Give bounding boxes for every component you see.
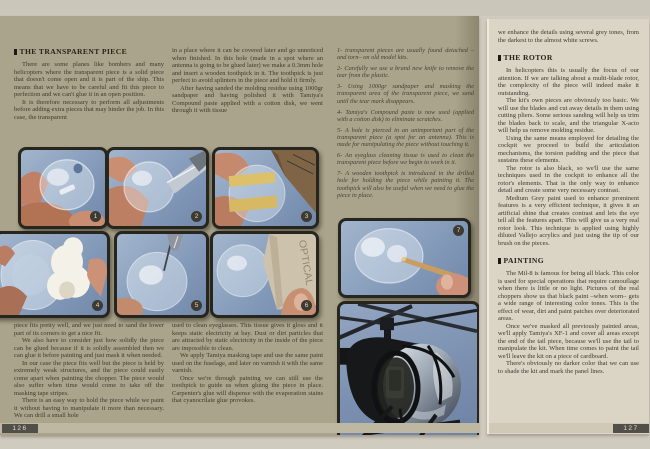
left-footer-bar <box>0 423 479 433</box>
paragraph: We apply Tamiya masking tape and use the same paint used on the fuselage, and later on varnish it with the same varnish. <box>172 352 323 374</box>
photo-step-3 <box>212 147 319 229</box>
photo-number-badge: 5 <box>191 300 202 311</box>
section-title: PAINTING <box>503 256 545 265</box>
left-page <box>0 16 479 435</box>
section-heading-rotor <box>498 53 639 62</box>
right-page <box>487 19 649 434</box>
photo-number-badge: 2 <box>191 211 202 222</box>
photo-caption: 3- Using 1000gr sandpaper and masking the transparent area of the transparent piece, we sand until the tear mark disappears. <box>337 83 474 105</box>
page-number-right: 127 <box>613 424 649 433</box>
paragraph: In helicopters this is usually the focus of our attention. If we are talking about a multi-blade rotor, the complexity of the piece will indeed make it outstanding. <box>498 67 639 97</box>
section-title: THE ROTOR <box>503 53 553 62</box>
photo-caption: 1- transparent pieces are usually found detached –and torn– on old model kits. <box>337 47 474 62</box>
paragraph: piece fits pretty well, and we just need to sand the lower part of its corners to get a nice fit. <box>14 322 164 337</box>
photo-step-1-image <box>21 150 105 226</box>
paragraph: In our case the piece fits well but the piece is held by extremely weak structures, and the piece could easily come apart when painting the chopper. The piece would also suffer when time would come to take off the masking tape stripes. <box>14 359 164 397</box>
left-bottom-column-2 <box>172 322 323 405</box>
photo-number-badge: 4 <box>92 300 103 311</box>
photo-caption: 4- Tamiya's Compound paste is now used (applied with a cotton disk) to eliminate scratches. <box>337 108 474 123</box>
paragraph: We also have to consider just how solidly the piece can be glued because if it is solidly assembled then we can glue it before painting and just mask it when needed. <box>14 337 164 359</box>
photo-step-5-image <box>117 234 206 315</box>
paragraph: The rotor is also black, so we'll use the same techniques used in the cockpit to enhance all the rotor's elements. That is the only way to enhance detail and create some very necessary contrast. <box>498 164 639 194</box>
left-column-1 <box>14 47 164 121</box>
photo-step-6 <box>210 231 319 318</box>
section-heading-transparent-piece <box>14 47 164 56</box>
photo-step-4 <box>0 231 110 318</box>
black-helicopter-model-illustration <box>340 304 477 435</box>
paragraph: used to clean eyeglasses. This tissue gives it gloss and it keeps static electricity at bay. Dust or dirt particles that are attracted by static electricity in the inside of the piece are impossible to clean. <box>172 322 323 352</box>
section-title: THE TRANSPARENT PIECE <box>19 47 128 56</box>
photo-step-7 <box>338 218 471 298</box>
photo-caption: 5- A hole is pierced in an unimportant part of the transparent piece (a spot for an antenna). This is made for manipulating the piece without touching it. <box>337 126 474 149</box>
paragraph: The kit's own pieces are obviously too basic. We will use the blades and cut away details in them using cutting pliers. Some serious sanding will help us trim the blades back to scale, and the triangular X-acto will help us remove molding residue. <box>498 97 639 134</box>
toothpick-in-clear-piece-illustration <box>341 221 468 295</box>
photo-caption: 6- An eyeglass cleaning tissue is used to clean the transparent piece before we begin to work in it. <box>337 152 474 167</box>
photo-step-4-image <box>0 234 107 315</box>
photo-step-6-image <box>213 234 316 315</box>
paragraph: After having sanded the molding residue using 1000gr sandpaper and having polished it with Tamiya's Compound paste applied with a cotton disk, we went through it with tissue <box>172 84 323 114</box>
photo-step-7-image <box>341 221 468 295</box>
paragraph: There is an easy way to hold the piece while we paint it without having to manipulate it more than necessary. We can drill a small hole <box>14 397 164 419</box>
photo-step-1 <box>18 147 108 229</box>
page-number-left: 126 <box>2 424 38 433</box>
helicopter-photo-image <box>340 304 477 435</box>
paragraph: It is therefore necessary to perform all adjustments before adding extra pieces that may hinder the job. In this case, the transparent <box>14 98 164 121</box>
cotton-disk-polishing-illustration <box>0 234 107 315</box>
photo-caption: 7- A wooden toothpick is introduced in the drilled hole for holding the piece while painting it. The toothpick will also be useful when we need to glue the piece in place. <box>337 170 474 200</box>
photo-captions-column <box>337 47 474 203</box>
photo-number-badge: 6 <box>301 300 312 311</box>
photo-caption: 2- Carefully we use a brand new knife to remove the tear from the plastic. <box>337 65 474 80</box>
photo-step-5 <box>114 231 209 318</box>
photo-number-badge: 7 <box>453 225 464 236</box>
heading-bullet-icon <box>498 55 501 62</box>
paragraph: Medium Grey paint used to enhance prominent features is a very efficient technique, it gives it an artificial shine that creates contrast and lets the eye tell all the features apart. This will give us a very real rotor look. This technique is applied using highly diluted Vallejo acrylics and just using the tip of our brush on the pieces. <box>498 194 639 247</box>
photo-helicopter-model <box>337 301 479 435</box>
paragraph: The Mil-8 is famous for being all black. This color is used for special operations that require camouflage when there is little or no light. Pictures of the real choppers show us that black paint –when worn– gets a wide range of interesting color tones. This is the effect of wear, dirt and paint patches over deteriorated areas. <box>498 270 639 322</box>
left-bottom-column-1 <box>14 322 164 420</box>
paragraph: There are some planes like bombers and many helicopters where the transparent piece is a solid piece that doesn't come open and it is part of the ship. This means that we have to be careful and fit this piece to perfection and we can't glue it in an open position. <box>14 61 164 98</box>
heading-bullet-icon <box>498 258 501 265</box>
paragraph: Once we're through painting we can still use the toothpick to guide us when gluing the piece in place. Carpenter's glue will dispense with the evaporation stains that cyanocrilate glue provokes. <box>172 374 323 404</box>
left-column-2 <box>172 47 323 115</box>
heading-bullet-icon <box>14 49 17 56</box>
photo-number-badge: 3 <box>301 211 312 222</box>
paragraph: we enhance the details using several grey tones, from the darkest to the almost white screws. <box>498 29 639 44</box>
paragraph: There's obviously no darker color that we can use to shade the kit and mark the panel lines. <box>498 360 639 375</box>
paragraph: in a place where it can be covered later and go unnoticed when finished. In this hole (made in a spot where an antenna is going to be glued later) we make a 0.3mm hole and insert a wooden toothpick in it. The toothpick is just perfect to avoid splinters in the piece and hold it firmly. <box>172 47 323 84</box>
paragraph: Using the same means employed for detailing the cockpit we proceed to build the articulation mechanisms, the torsion padding and the piece that sustains these elements. <box>498 134 639 164</box>
tissue-brand-text: OPTICAL <box>296 239 314 287</box>
photo-step-2-image <box>109 150 206 226</box>
paragraph: Once we've masked all previously painted areas, we'll apply Tamiya's XF-1 and cover all areas except the end of the tail piece, because we'll use the tail to manipulate the kit. When time comes to paint the tail we'll leave the kit on a piece of cardboard. <box>498 322 639 360</box>
photo-step-3-image <box>215 150 316 226</box>
photo-number-badge: 1 <box>90 211 101 222</box>
right-page-column <box>498 29 639 375</box>
section-heading-painting <box>498 256 639 265</box>
photo-step-2 <box>106 147 209 229</box>
